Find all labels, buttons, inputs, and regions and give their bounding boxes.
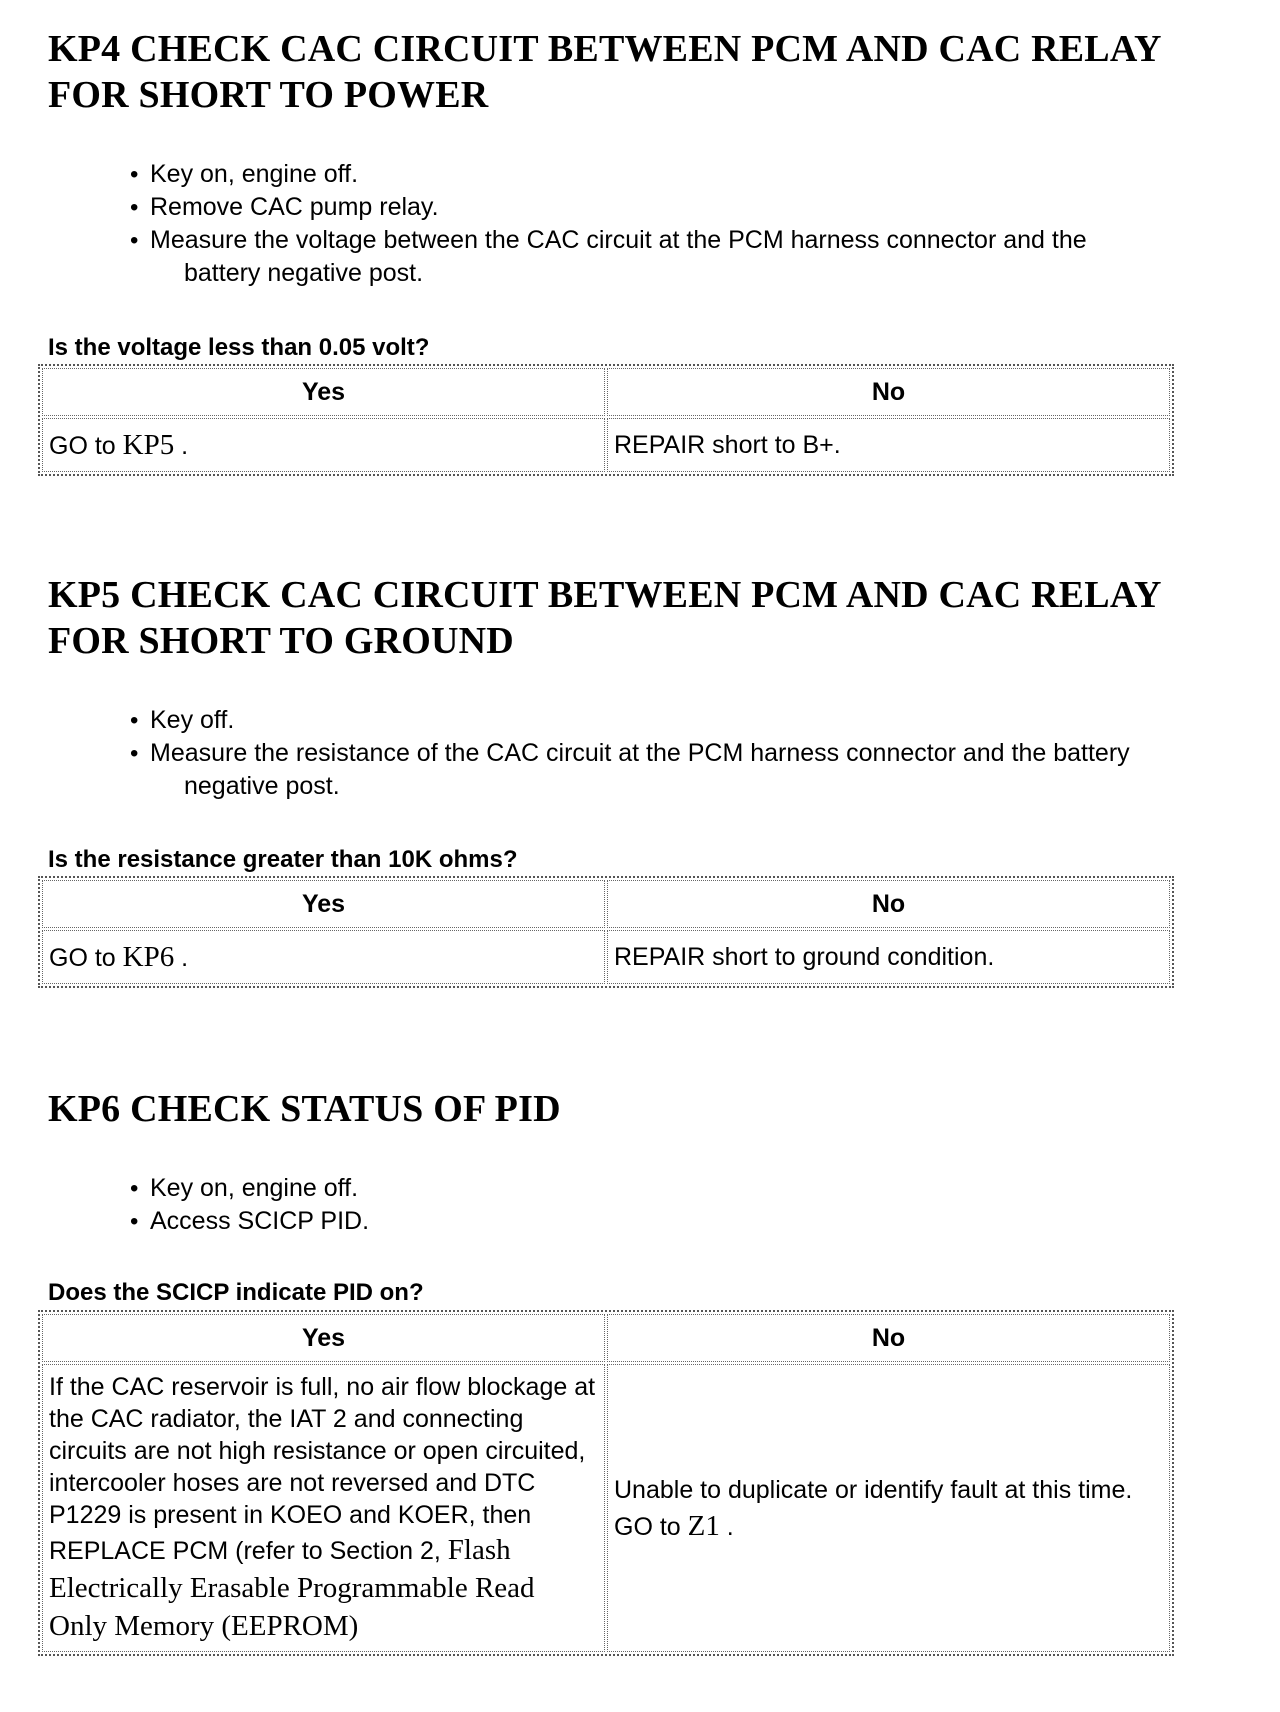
kp6-question: Does the SCICP indicate PID on? [48, 1279, 424, 1306]
list-item: • Measure the resistance of the CAC circuit at the PCM harness connector and the battery negative post. [130, 737, 1260, 803]
kp4-table [38, 364, 1174, 476]
z1-link[interactable]: Z1 [687, 1509, 720, 1542]
no-header: No [607, 368, 1170, 416]
no-cell: REPAIR short to B+. [607, 418, 1170, 472]
list-item: • Remove CAC pump relay. [130, 191, 1260, 224]
kp4-steps [130, 158, 1260, 290]
yes-cell: If the CAC reservoir is full, no air flow blockage at the CAC radiator, the IAT 2 and connecting circuits are not high resistance or open circuited, intercooler hoses are not reversed and DTC P1229 is present in KOEO and KOER, then REPLACE PCM (refer to Section 2, Flash Electrically Erasable Programmable Read Only Memory (EEPROM) [42, 1364, 605, 1652]
no-header: No [607, 1314, 1170, 1362]
list-item: • Access SCICP PID. [130, 1205, 1260, 1238]
kp5-link[interactable]: KP5 [122, 428, 175, 461]
kp5-question: Is the resistance greater than 10K ohms? [48, 846, 518, 873]
kp5-table [38, 876, 1174, 988]
list-item: • Key off. [130, 704, 1260, 737]
yes-cell: GO to KP5 . [42, 418, 605, 472]
list-item: • Key on, engine off. [130, 158, 1260, 191]
no-cell: Unable to duplicate or identify fault at this time. GO to Z1 . [607, 1364, 1170, 1652]
kp4-title: KP4 CHECK CAC CIRCUIT BETWEEN PCM AND CAC RELAY FOR SHORT TO POWER [48, 28, 1162, 116]
list-item: • Measure the voltage between the CAC circuit at the PCM harness connector and the battery negative post. [130, 224, 1260, 290]
yes-header: Yes [42, 368, 605, 416]
kp6-steps [130, 1172, 1260, 1238]
kp6-title: KP6 CHECK STATUS OF PID [48, 1088, 561, 1130]
kp6-table [38, 1310, 1174, 1656]
kp6-link[interactable]: KP6 [122, 940, 175, 973]
kp5-steps [130, 704, 1260, 803]
kp5-title: KP5 CHECK CAC CIRCUIT BETWEEN PCM AND CAC RELAY FOR SHORT TO GROUND [48, 574, 1162, 662]
list-item: • Key on, engine off. [130, 1172, 1260, 1205]
yes-cell: GO to KP6 . [42, 930, 605, 984]
yes-header: Yes [42, 880, 605, 928]
no-header: No [607, 880, 1170, 928]
eeprom-link[interactable]: Flash Electrically Erasable Programmable Read Only Memory (EEPROM) [49, 1534, 535, 1642]
no-cell: REPAIR short to ground condition. [607, 930, 1170, 984]
kp4-question: Is the voltage less than 0.05 volt? [48, 334, 430, 361]
yes-header: Yes [42, 1314, 605, 1362]
